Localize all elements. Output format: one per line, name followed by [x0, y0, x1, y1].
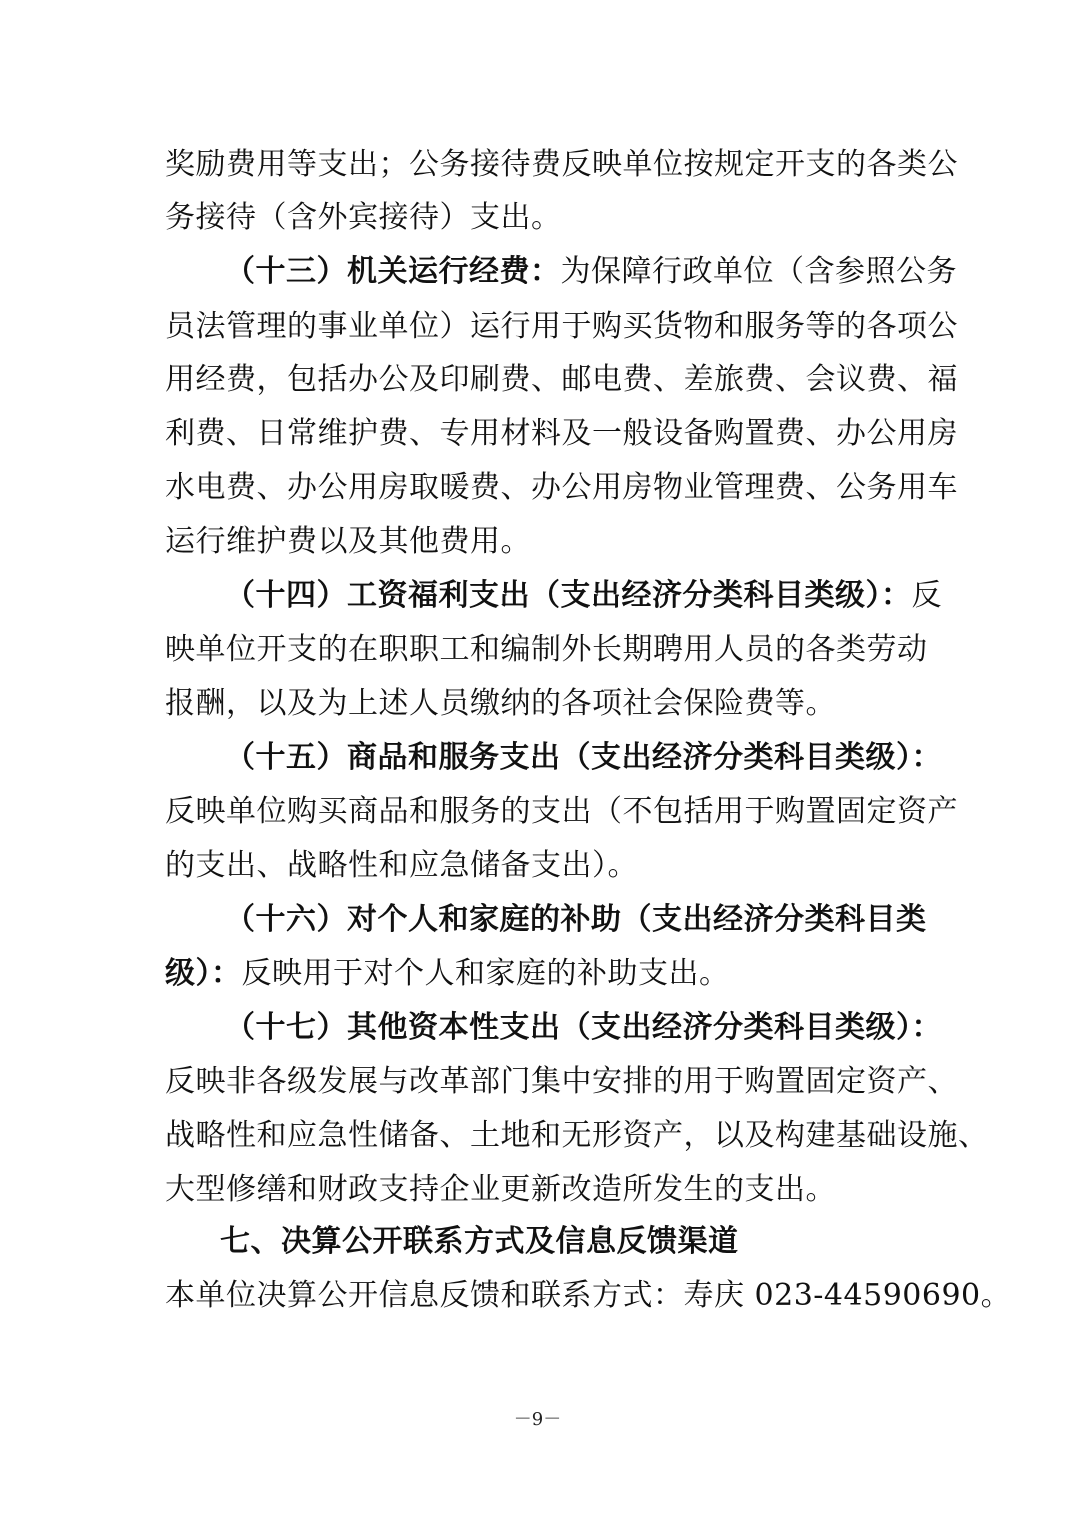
text-line: 员法管理的事业单位）运行用于购买货物和服务等的各项公 — [165, 309, 958, 344]
section-text: 为保障行政单位（含参照公务 — [560, 254, 957, 289]
text-line: 战略性和应急性储备、土地和无形资产，以及构建基础设施、 — [165, 1118, 989, 1153]
text-line: 务接待（含外宾接待）支出。 — [165, 200, 562, 235]
page-number: －9－ — [513, 1409, 562, 1430]
section-heading: 七、决算公开联系方式及信息反馈渠道 — [220, 1224, 739, 1259]
text-line: 利费、日常维护费、专用材料及一般设备购置费、办公用房 — [165, 416, 958, 451]
text-line: 反映单位购买商品和服务的支出（不包括用于购置固定资产 — [165, 794, 958, 829]
text-line — [225, 252, 957, 292]
text-line: 映单位开支的在职职工和编制外长期聘用人员的各类劳动 — [165, 632, 928, 667]
section-label: （十六）对个人和家庭的补助（支出经济分类科目类 — [225, 902, 927, 937]
text-line — [225, 576, 942, 616]
section-text: 反映用于对个人和家庭的补助支出。 — [241, 956, 730, 991]
text-line: 大型修缮和财政支持企业更新改造所发生的支出。 — [165, 1172, 836, 1207]
text-line: 水电费、办公用房取暖费、办公用房物业管理费、公务用车 — [165, 470, 958, 505]
text-line — [165, 954, 925, 994]
section-label: （十三）机关运行经费： — [225, 254, 561, 289]
text-line: 反映非各级发展与改革部门集中安排的用于购置固定资产、 — [165, 1064, 958, 1099]
text-line: 奖励费用等支出；公务接待费反映单位按规定开支的各类公 — [165, 147, 958, 182]
section-label: （十五）商品和服务支出（支出经济分类科目类级）： — [225, 740, 942, 775]
section-label: 级）： — [165, 956, 242, 991]
text-line: 的支出、战略性和应急储备支出）。 — [165, 848, 638, 883]
section-label: （十四）工资福利支出（支出经济分类科目类级）： — [225, 578, 912, 613]
section-label: （十七）其他资本性支出（支出经济分类科目类级）： — [225, 1010, 942, 1045]
text-line: 运行维护费以及其他费用。 — [165, 524, 531, 559]
text-line: 本单位决算公开信息反馈和联系方式：寿庆 023-44590690。 — [165, 1278, 1012, 1313]
text-line: 报酬，以及为上述人员缴纳的各项社会保险费等。 — [165, 686, 836, 721]
text-line: 用经费，包括办公及印刷费、邮电费、差旅费、会议费、福 — [165, 362, 958, 397]
section-text: 反 — [911, 578, 942, 613]
